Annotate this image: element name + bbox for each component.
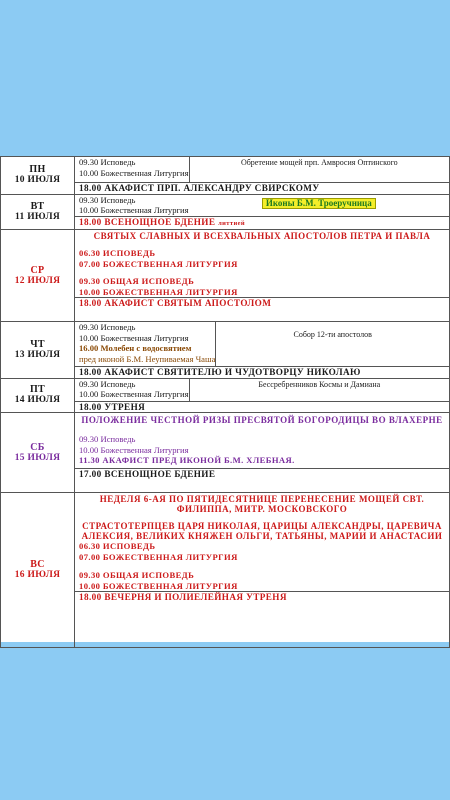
day-name: ПН <box>29 164 46 176</box>
service-line: 18.00 АКАФИСТ СВЯТИТЕЛЮ И ЧУДОТВОРЦУ НИКОЛАЮ <box>75 366 449 378</box>
service-line: 10.00 Божественная Литургия <box>79 389 189 399</box>
service-line: 09.30 Исповедь <box>79 434 136 444</box>
table-row <box>1 194 450 230</box>
service-line: 10.00 БОЖЕСТВЕННАЯ ЛИТУРГИЯ <box>79 286 238 297</box>
service-line: 18.00 ВСЕНОЩНОЕ БДЕНИЕ литтией <box>75 216 449 230</box>
feast-note: Собор 12-ти апостолов <box>215 322 449 366</box>
service-line: 09.30 Исповедь <box>79 194 136 205</box>
services-cell <box>75 157 450 195</box>
day-date: 11 ИЮЛЯ <box>14 211 60 222</box>
service-line: 16.00 Молебен с водосвятием <box>79 343 192 353</box>
schedule-sheet <box>0 156 450 642</box>
service-line: 10.00 Божественная Литургия <box>79 205 189 215</box>
day-cell <box>1 230 75 322</box>
feast-header: ПОЛОЖЕНИЕ ЧЕСТНОЙ РИЗЫ ПРЕСВЯТОЙ БОГОРОДИЦЫ ВО ВЛАХЕРНЕ <box>81 415 443 425</box>
service-line: 07.00 БОЖЕСТВЕННАЯ ЛИТУРГИЯ <box>79 258 238 269</box>
feast-header: СВЯТЫХ СЛАВНЫХ И ВСЕХВАЛЬНЫХ АПОСТОЛОВ ПЕТРА И ПАВЛА <box>93 231 431 241</box>
services-cell <box>75 230 450 322</box>
service-line: пред иконой Б.М. Неупиваемая Чаша <box>79 353 216 364</box>
day-cell <box>1 157 75 195</box>
day-name: ЧТ <box>30 338 45 350</box>
day-date: 10 ИЮЛЯ <box>14 175 61 186</box>
service-line: 10.00 Божественная Литургия <box>79 444 189 455</box>
day-date: 13 ИЮЛЯ <box>14 349 61 360</box>
services-cell <box>75 493 450 648</box>
day-cell <box>1 413 75 493</box>
table-row <box>1 322 450 379</box>
day-name: ПТ <box>29 384 46 396</box>
services-cell <box>75 413 450 493</box>
feast-header: СТРАСТОТЕРПЦЕВ ЦАРЯ НИКОЛАЯ, ЦАРИЦЫ АЛЕКСАНДРЫ, ЦАРЕВИЧА АЛЕКСИЯ, ВЕЛИКИХ КНЯЖЕН ОЛЬГИ, ТАТЬЯНЫ, МАРИИ И АНАСТАСИИ <box>81 521 443 541</box>
feast-header: НЕДЕЛЯ 6-АЯ ПО ПЯТИДЕСЯТНИЦЕ ПЕРЕНЕСЕНИЕ МОЩЕЙ СВТ. ФИЛИППА, МИТР. МОСКОВСКОГО <box>99 494 425 514</box>
service-line: 18.00 АКАФИСТ ПРП. АЛЕКСАНДРУ СВИРСКОМУ <box>75 182 449 194</box>
table-row <box>1 230 450 322</box>
service-line: 09.30 ОБЩАЯ ИСПОВЕДЬ <box>79 570 195 580</box>
service-line: 10.00 Божественная Литургия <box>79 167 189 178</box>
service-line: 18.00 ВЕЧЕРНЯ И ПОЛИЕЛЕЙНАЯ УТРЕНЯ <box>75 591 449 603</box>
day-cell <box>1 493 75 648</box>
service-line: 17.00 ВСЕНОЩНОЕ БДЕНИЕ <box>75 468 449 480</box>
service-line: 06.30 ИСПОВЕДЬ <box>79 541 156 551</box>
day-cell <box>1 378 75 413</box>
services-cell <box>75 322 450 379</box>
service-line: 09.30 Исповедь <box>79 157 136 167</box>
table-row <box>1 157 450 195</box>
service-line: 18.00 УТРЕНЯ <box>75 401 449 413</box>
service-line: 18.00 АКАФИСТ СВЯТЫМ АПОСТОЛОМ <box>75 297 449 309</box>
table-row <box>1 413 450 493</box>
day-cell <box>1 194 75 230</box>
table-row <box>1 493 450 648</box>
service-line: 10.00 БОЖЕСТВЕННАЯ ЛИТУРГИЯ <box>79 580 238 591</box>
service-line: 07.00 БОЖЕСТВЕННАЯ ЛИТУРГИЯ <box>79 551 238 562</box>
service-line: 11.30 АКАФИСТ ПРЕД ИКОНОЙ Б.М. ХЛЕБНАЯ. <box>79 455 295 465</box>
table-row <box>1 378 450 413</box>
service-line: 09.30 Исповедь <box>79 322 136 332</box>
feast-ribbon: Иконы Б.М. Троеручница <box>262 198 376 210</box>
service-line: 06.30 ИСПОВЕДЬ <box>79 248 156 258</box>
day-name: СБ <box>30 441 45 453</box>
day-name: СР <box>30 264 45 276</box>
day-date: 14 ИЮЛЯ <box>14 395 61 406</box>
day-date: 16 ИЮЛЯ <box>14 570 61 580</box>
service-line: 09.30 Исповедь <box>79 378 136 389</box>
day-name: ВТ <box>30 200 45 212</box>
note: литтией <box>218 219 246 227</box>
services-cell <box>75 194 450 230</box>
schedule-table <box>0 156 450 648</box>
day-cell <box>1 322 75 379</box>
day-name: ВС <box>30 559 45 570</box>
services-cell <box>75 378 450 413</box>
service-line: 09.30 ОБЩАЯ ИСПОВЕДЬ <box>79 276 195 286</box>
feast-note: Бессребренников Космы и Дамиана <box>189 379 449 401</box>
day-date: 15 ИЮЛЯ <box>14 452 61 463</box>
service-line: 10.00 Божественная Литургия <box>79 332 189 343</box>
feast-note: Обретение мощей прп. Амвросия Оптинского <box>189 157 449 182</box>
day-date: 12 ИЮЛЯ <box>14 275 61 286</box>
